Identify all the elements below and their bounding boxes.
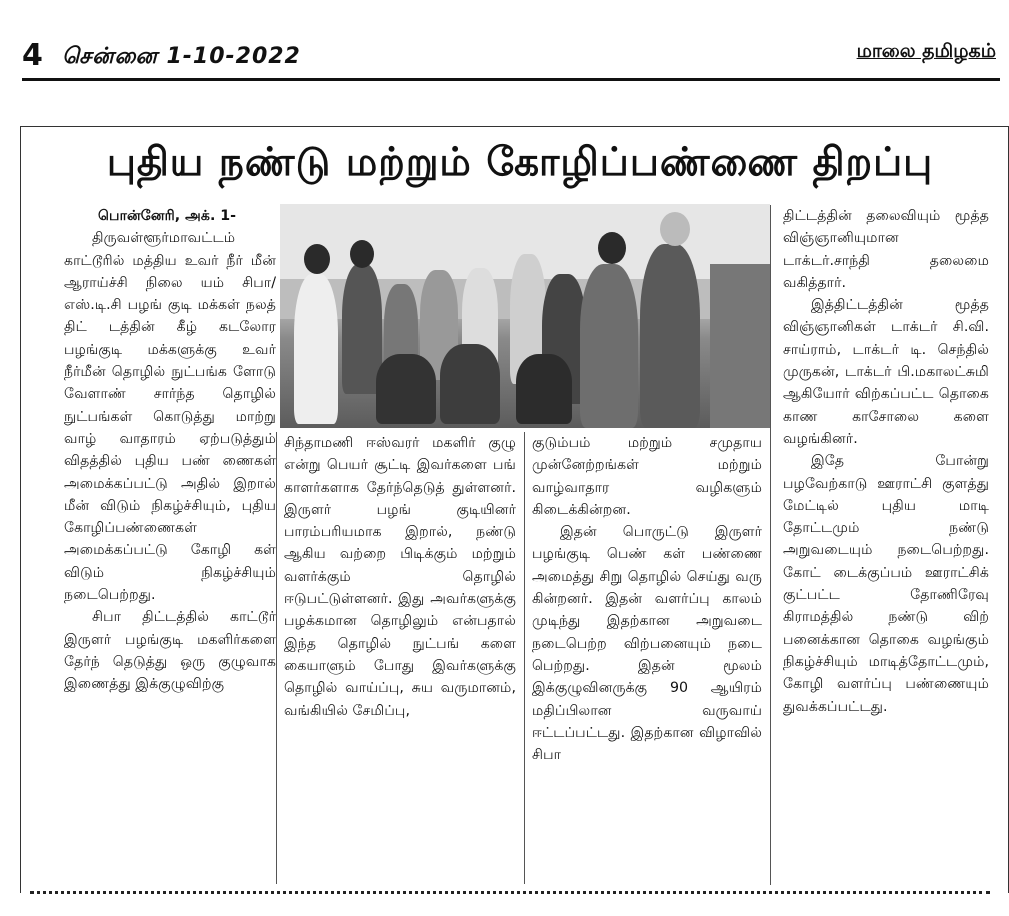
dateline: சென்னை 1-10-2022 [62,44,301,69]
paragraph: இத்திட்டத்தின் மூத்த விஞ்ஞானிகள் டாக்டர் சி.வி. சாய்ராம், டாக்டர் டி. செந்தில் முருகன், டாக்டர் பி.மகாலட்சுமி ஆகியோர் விற்கப்பட்ட தொகை காண காசோலை களை வழங்கினர். [783,297,989,447]
news-photo [280,204,770,428]
page-header [22,24,1000,84]
column-divider [770,205,771,885]
header-rule [22,78,1000,81]
headline: புதிய நண்டு மற்றும் கோழிப்பண்ணை திறப்பு [106,140,934,185]
masthead-logo: மாலை தமிழகம் [856,40,996,62]
paragraph: திருவள்ளூர்மாவட்டம் காட்டூரில் மத்திய உவர் நீர் மீன் ஆராய்ச்சி நிலை யம் சிபா/எஸ்.டி.சி பழங் குடி மக்கள் நலத் திட் டத்தின் கீழ் கடலோர பழங்குடி மக்களுக்கு உவர் நீர்மீன் தொழில் நுட்பங்க ளோடு வேளாண் சார்ந்த தொழில் நுட்பங்கள் கொடுத்து மாற்று வாழ் வாதாரம் ஏற்படுத்தும் விதத்தில் புதிய பண் ணைகள் அமைக்கப்பட்டு அதில் இறால் மீன் விடும் நிகழ்ச்சியும், புதிய கோழிப்பண்ணைகள் அமைக்கப்பட்டு கோழி கள் விடும் நிகழ்ச்சியும் நடைபெற்றது. [64,230,276,604]
article-column-3 [524,432,770,766]
paragraph: சிபா திட்டத்தில் காட்டூர் இருளர் பழங்குடி மகளிர்களை தேர்ந் தெடுத்து ஒரு குழுவாக இணைத்து இக்குழுவிற்கு [64,609,276,693]
paragraph: இதே போன்று பழவேற்காடு ஊராட்சி குளத்து மேட்டில் புதிய மாடி தோட்டமும் நண்டு அறுவடையும் நடைபெற்றது. கோட் டைக்குப்பம் ஊராட்சிக் குட்பட்ட தோணிரேவு கிராமத்தில் நண்டு விற் பனைக்கான தொகை வழங்கும் நிகழ்ச்சியும் மாடித்தோட்டமும், கோழி வளர்ப்பு பண்ணையும் துவக்கப்பட்டது. [783,453,989,715]
photo-person [640,244,700,428]
article-column-1 [64,205,276,696]
photo-shrub [710,264,770,428]
paragraph: சிந்தாமணி ஈஸ்வரர் மகளிர் குழு என்று பெயர் சூட்டி இவர்களை பங் காளர்களாக தேர்ந்தெடுத் துள்ளனர். இருளர் பழங் குடியினர் பாரம்பரியமாக இறால், நண்டு ஆகிய வற்றை பிடிக்கும் மற்றும் வளர்க்கும் தொழில் ஈடுபட்டுள்ளனர். இது அவர்களுக்கு பழக்கமான தொழிலும் என்பதால் இந்த தொழில் நுட்பங் களை கையாளும் போது இவர்களுக்கு தொழில் வாய்ப்பு, சுய வருமானம், வங்கியில் சேமிப்பு, [284,435,516,719]
photo-person-head [660,212,690,246]
paragraph: இதன் பொருட்டு இருளர் பழங்குடி பெண் கள் பண்ணை அமைத்து சிறு தொழில் செய்து வரு கின்றனர். இதன் வளர்ப்பு காலம் முடிந்து இதற்கான அறுவடை நடைபெற்ற விற்பனையும் நடை பெற்றது. இதன் மூலம் இக்குழுவினருக்கு 90 ஆயிரம் மதிப்பிலான வருவாய் ஈட்டப்பட்டது. இதற்கான விழாவில் சிபா [532,524,762,764]
article-column-2 [276,432,524,722]
photo-person-head [598,232,626,264]
photo-person [516,354,572,424]
photo-person [580,264,638,428]
photo-person [376,354,436,424]
bottom-divider [30,891,990,894]
byline: பொன்னேரி, அக். 1- [98,208,237,224]
photo-person-head [350,240,374,268]
photo-person-head [304,244,330,274]
photo-person [294,274,338,424]
article-column-4 [775,205,993,718]
paragraph: குடும்பம் மற்றும் சமுதாய முன்னேற்றங்கள் மற்றும் வாழ்வாதார வழிகளும் கிடைக்கின்றன. [532,435,762,518]
paragraph: திட்டத்தின் தலைவியும் மூத்த விஞ்ஞானியுமான டாக்டர்.சாந்தி தலைமை வகித்தார். [783,208,989,291]
photo-person [440,344,500,424]
page-number: 4 [22,38,43,73]
